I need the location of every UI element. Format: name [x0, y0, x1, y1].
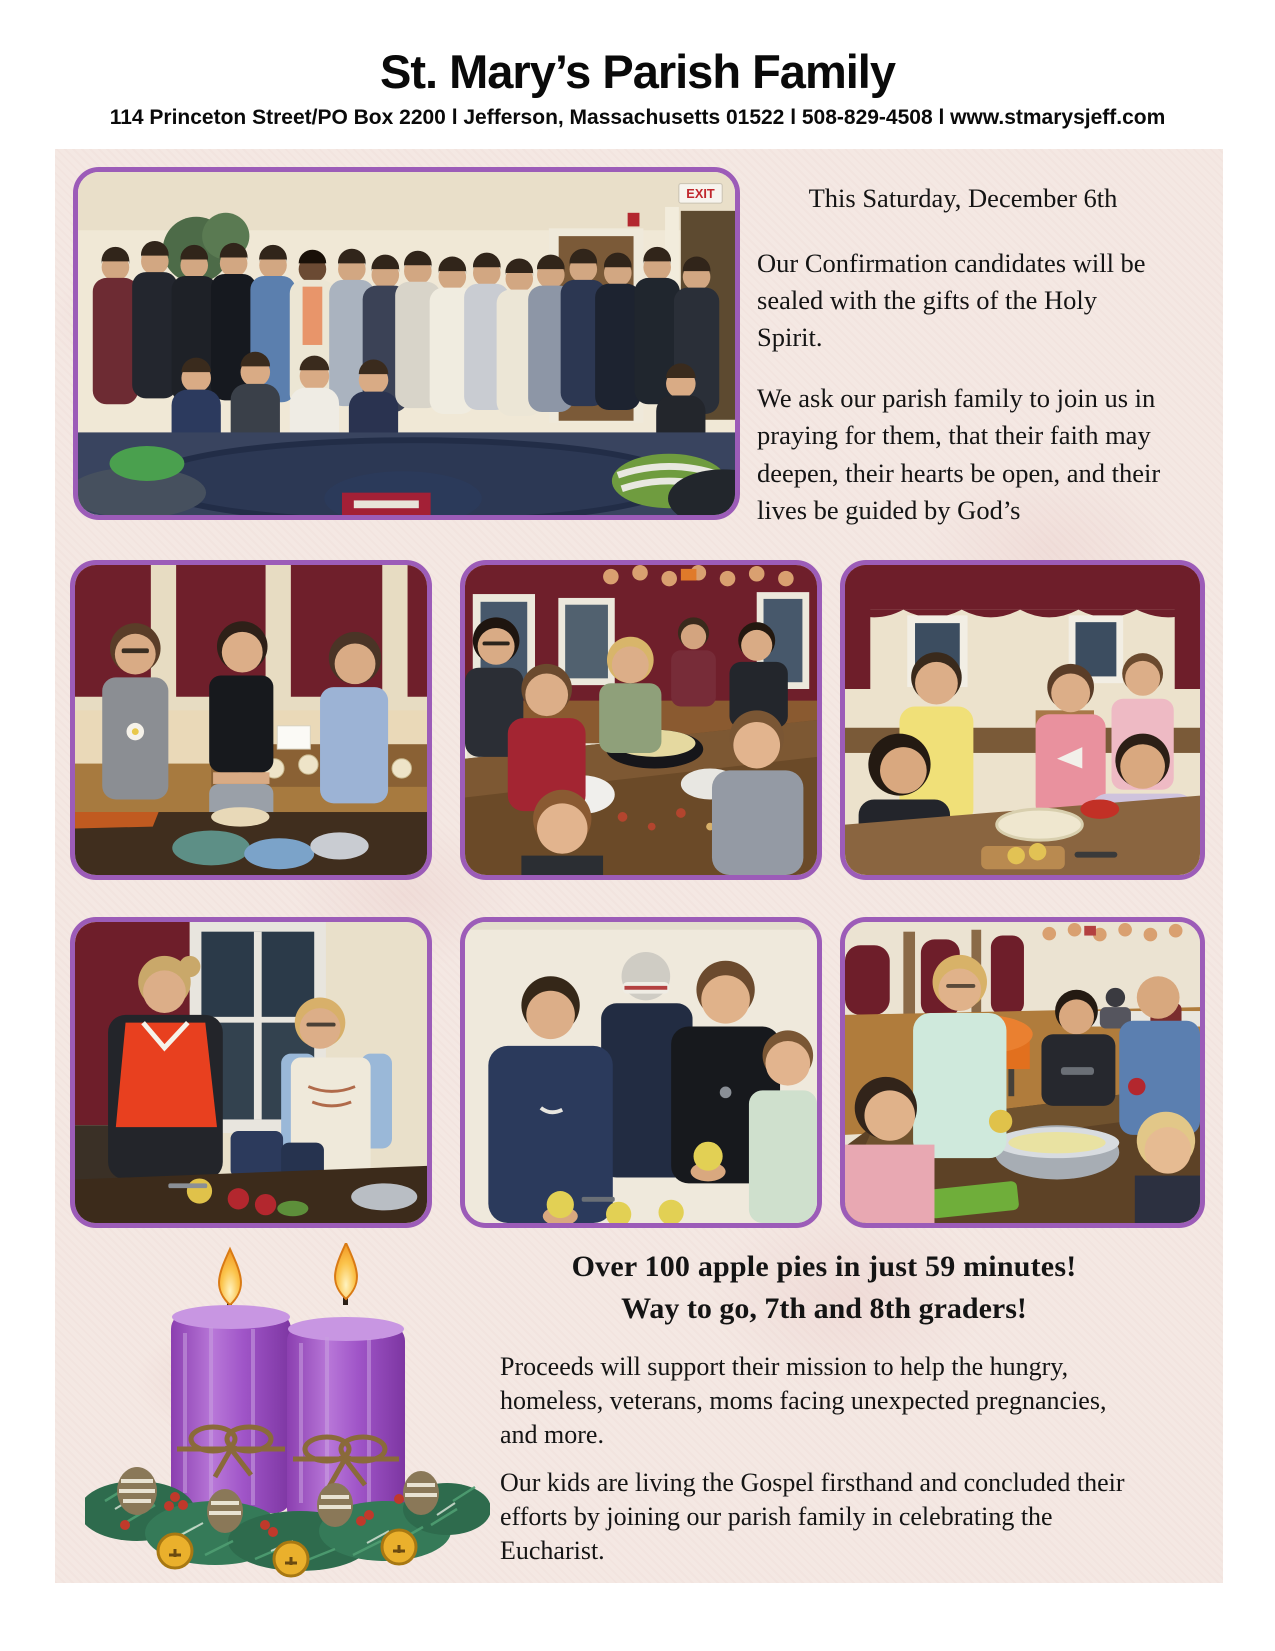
confirmation-paragraph-1: Our Confirmation candidates will be sealed with the gifts of the Holy Spirit.	[757, 248, 1146, 353]
pie-headline-line2: Way to go, 7th and 8th graders!	[621, 1292, 1027, 1325]
advent-candle	[171, 1305, 291, 1513]
confirmation-text-block	[757, 180, 1169, 553]
parish-address-line: 114 Princeton Street/PO Box 2200 l Jefferson, Massachusetts 01522 l 508-829-4508 l www.stmarysjeff.com	[109, 106, 1166, 129]
photo-pie-girls-slicing	[840, 560, 1205, 880]
silver-bowl	[995, 1125, 1119, 1179]
flame-icon	[335, 1243, 357, 1305]
pie-photo-2-illustration	[465, 565, 817, 875]
girl-grey-shirt	[102, 623, 168, 799]
page-title: St. Mary’s Parish Family	[380, 45, 895, 98]
pie-photo-3-illustration	[845, 565, 1200, 875]
pie-paragraph-2: Our kids are living the Gospel firsthand and concluded their efforts by joining our parish family in celebrating the Eucharist.	[500, 1468, 1125, 1565]
confirmation-date-line: This Saturday, December 6th	[808, 183, 1118, 213]
confirmation-paragraph-2: We ask our parish family to join us in praying for them, that their faith may deepen, their hearts be open, and their lives be guided by God’s	[757, 383, 1161, 525]
pie-photo-1-illustration	[75, 565, 427, 875]
group-photo-illustration	[78, 172, 735, 515]
photo-confirmation-group	[73, 167, 740, 520]
girl-black-top	[209, 621, 273, 834]
pie-paragraph-1: Proceeds will support their mission to help the hungry, homeless, veterans, moms facing unexpected pregnancies, and more.	[500, 1352, 1107, 1449]
advent-candles-illustration	[85, 1243, 490, 1585]
photo-pie-girls-crusts	[70, 560, 432, 880]
pie-photo-6-illustration	[845, 922, 1200, 1223]
photo-red-apron-helper	[70, 917, 432, 1228]
photo-families-steel-bowl	[840, 917, 1205, 1228]
woman-blonde	[599, 637, 661, 753]
flame-icon	[219, 1249, 241, 1313]
exit-sign	[679, 184, 722, 203]
back-row-people	[93, 241, 719, 416]
pie-story-text-block	[500, 1250, 1148, 1583]
advent-candles-svg	[85, 1243, 490, 1585]
photo-boys-peeling-apples	[460, 917, 822, 1228]
photo-pie-table-peeling	[460, 560, 822, 880]
pie-headline-line1: Over 100 apple pies in just 59 minutes!	[571, 1250, 1077, 1283]
girl-blue-shirt	[320, 632, 388, 803]
pie-photo-4-illustration	[75, 922, 427, 1223]
fire-alarm-icon	[628, 213, 640, 227]
svg-text:EXIT: EXIT	[686, 186, 715, 202]
pie-photo-5-illustration	[465, 922, 817, 1223]
